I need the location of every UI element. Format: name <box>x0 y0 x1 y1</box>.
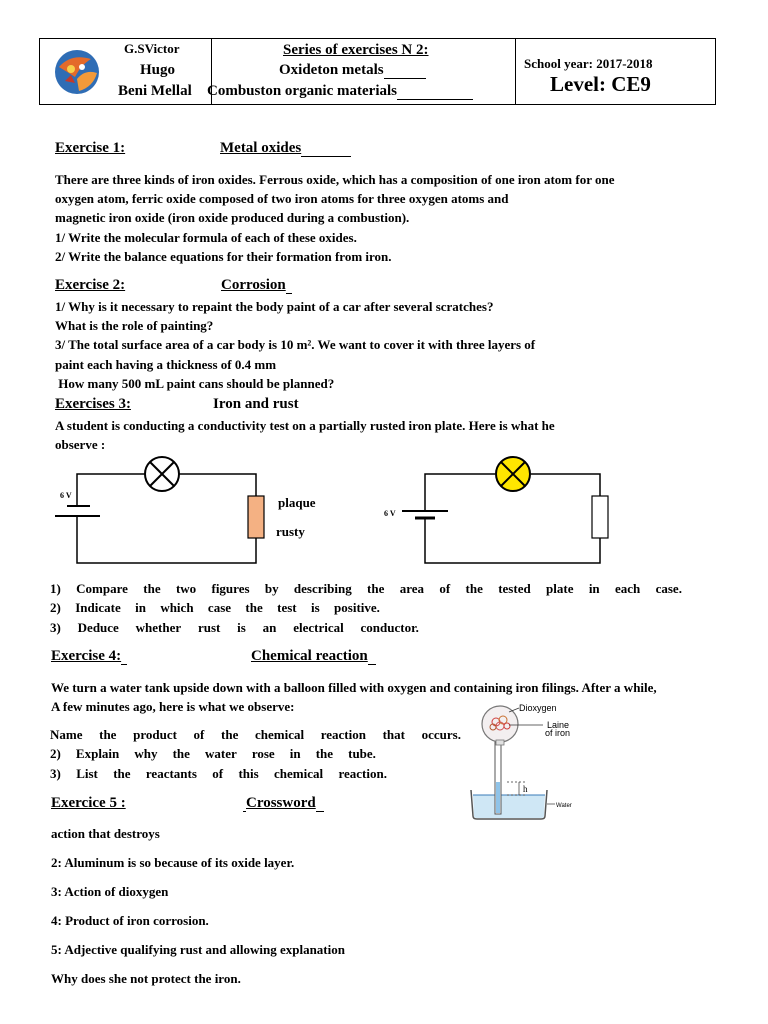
topic-1-text: Oxideton metals <box>279 62 384 78</box>
ex4-line: We turn a water tank upside down with a balloon filled with oxygen and containing iron filings. After a while, <box>51 680 657 695</box>
lamp-icon <box>145 457 179 491</box>
word: plate <box>546 581 574 596</box>
word: of <box>439 581 451 596</box>
word: Name <box>50 727 83 742</box>
word: two <box>175 581 197 596</box>
ex1-heading <box>55 140 131 157</box>
word: Deduce <box>77 620 119 635</box>
word: electrical <box>293 620 344 635</box>
ex1-line: magnetic iron oxide (iron oxide produced during a combustion). <box>55 210 410 225</box>
iron-plate-resistor <box>592 496 608 538</box>
header-divider <box>515 39 516 104</box>
crossword-clue: 3: Action of dioxygen <box>51 884 169 899</box>
school-name: G.SVictor <box>124 41 180 56</box>
series-title: Series of exercises N 2: <box>283 42 429 58</box>
ex3-intro: observe : <box>55 437 106 452</box>
figure-label-iron: of iron <box>545 728 571 738</box>
word: tested <box>498 581 531 596</box>
word: that <box>382 727 405 742</box>
word: an <box>262 620 277 635</box>
ex5-label: Exercice 5 : <box>51 795 126 811</box>
word: the <box>99 727 117 742</box>
word: each <box>614 581 641 596</box>
ex1-line: 1/ Write the molecular formula of each of these oxides. <box>55 230 357 245</box>
circuit-figure-2 <box>380 452 620 572</box>
word: describing <box>293 581 352 596</box>
word: reaction. <box>338 766 387 781</box>
word: of <box>212 766 224 781</box>
ex4-label: Exercise 4: <box>51 648 122 664</box>
experiment-figure <box>463 698 588 822</box>
ex2-line: 3/ The total surface area of a car body is 10 m². We want to cover it with three layers of <box>55 337 536 352</box>
word: the <box>172 746 190 761</box>
ex2-line: 1/ Why is it necessary to repaint the body paint of a car after several scratches? <box>55 299 494 314</box>
word: the <box>465 581 483 596</box>
school-logo <box>51 47 103 97</box>
word: List <box>76 766 98 781</box>
crossword-clue: 4: Product of iron corrosion. <box>51 913 209 928</box>
word: in <box>289 746 301 761</box>
ex2-heading <box>55 277 125 294</box>
word: the <box>143 581 161 596</box>
ex4-heading <box>51 648 127 665</box>
ex4-question-2 <box>50 746 376 762</box>
word: 1) <box>50 581 61 596</box>
word: chemical <box>274 766 324 781</box>
battery-icon <box>55 497 100 520</box>
ex2-line: How many 500 mL paint cans should be planned? <box>55 376 335 391</box>
word: 3) <box>50 620 61 635</box>
school-year: School year: 2017-2018 <box>524 56 653 71</box>
ex5-title-text: Crossword <box>246 795 316 811</box>
ex2-line: paint each having a thickness of 0.4 mm <box>55 357 277 372</box>
topic-1 <box>279 62 426 79</box>
word: reaction <box>320 727 366 742</box>
voltage-label: 6 V <box>384 509 396 518</box>
word: the <box>367 581 385 596</box>
word: is <box>311 600 320 615</box>
word: the <box>315 746 334 761</box>
word: reactants <box>145 766 197 781</box>
word: tube. <box>348 746 376 761</box>
ex2-title <box>221 277 292 294</box>
word: in <box>588 581 600 596</box>
ex3-question-3 <box>50 620 419 636</box>
ex2-title-text: Corrosion <box>221 277 286 293</box>
ex3-question-2 <box>50 600 380 616</box>
ex3-label: Exercises 3: <box>55 396 131 412</box>
word: positive. <box>334 600 380 615</box>
ex4-title <box>251 648 376 665</box>
word: 2) <box>50 600 61 615</box>
rusty-plate-resistor <box>248 496 264 538</box>
ex1-line: oxygen atom, ferric oxide composed of two iron atoms for three oxygen atoms and <box>55 191 509 206</box>
crossword-clue: Why does she not protect the iron. <box>51 971 241 986</box>
figure-label-laine: Laine <box>547 720 570 730</box>
topic-2 <box>207 83 473 100</box>
word: Compare <box>76 581 128 596</box>
ex3-intro: A student is conducting a conductivity test on a partially rusted iron plate. Here is what he <box>55 418 555 433</box>
ex1-title <box>220 140 351 157</box>
school-line2: Hugo <box>140 62 176 78</box>
ex3-heading <box>55 396 131 413</box>
ex1-title-text: Metal oxides <box>220 140 302 156</box>
word: why <box>134 746 158 761</box>
battery-icon <box>402 502 448 520</box>
figure-label-h: h <box>523 784 528 794</box>
figure-label-dioxygen: Dioxygen <box>519 703 557 713</box>
word: chemical <box>254 727 305 742</box>
word: water <box>204 746 237 761</box>
ex2-line: What is the role of painting? <box>55 318 214 333</box>
word: 3) <box>50 766 61 781</box>
word: Indicate <box>75 600 121 615</box>
ex1-line: There are three kinds of iron oxides. Ferrous oxide, which has a composition of one iron atom for one <box>55 172 615 187</box>
ex5-title <box>243 795 324 812</box>
figure-label-water: Water <box>556 803 572 809</box>
ex2-label: Exercise 2: <box>55 277 126 293</box>
word: case. <box>655 581 682 596</box>
ex4-question-1 <box>50 727 461 743</box>
ex5-heading <box>51 795 126 812</box>
ex3-title: Iron and rust <box>213 396 299 412</box>
circuit-figure-1 <box>50 452 290 572</box>
city: Beni Mellal <box>118 83 192 99</box>
word: test <box>277 600 297 615</box>
topic-2-text: Combuston organic materials <box>207 83 397 99</box>
word: rust <box>197 620 221 635</box>
ex4-line: A few minutes ago, here is what we observe: <box>51 699 295 714</box>
fig1-label-plaque: plaque <box>278 495 316 510</box>
word: the <box>221 727 239 742</box>
word: which <box>160 600 194 615</box>
word: rose <box>251 746 275 761</box>
ex1-label: Exercise 1: <box>55 140 126 156</box>
word: occurs. <box>421 727 461 742</box>
word: of <box>193 727 205 742</box>
word: conductor. <box>360 620 419 635</box>
crossword-clue: 5: Adjective qualifying rust and allowing explanation <box>51 942 345 957</box>
crossword-clue: 2: Aluminum is so because of its oxide layer. <box>51 855 295 870</box>
word: 2) <box>50 746 61 761</box>
word: by <box>264 581 279 596</box>
crossword-clue: action that destroys <box>51 826 160 841</box>
ex1-line: 2/ Write the balance equations for their formation from iron. <box>55 249 392 264</box>
word: Explain <box>75 746 120 761</box>
word: is <box>237 620 246 635</box>
level: Level: CE9 <box>550 72 651 96</box>
lit-lamp-icon <box>496 457 530 491</box>
word: the <box>113 766 131 781</box>
word: figures <box>211 581 250 596</box>
word: product <box>133 727 177 742</box>
word: case <box>207 600 232 615</box>
voltage-label: 6 V <box>60 491 72 500</box>
ex3-question-1 <box>50 581 682 597</box>
word: area <box>399 581 425 596</box>
fig1-label-rusty: rusty <box>276 524 305 539</box>
ex4-title-text: Chemical reaction <box>251 648 368 664</box>
word: whether <box>135 620 182 635</box>
word: the <box>245 600 263 615</box>
word: in <box>135 600 146 615</box>
word: this <box>238 766 259 781</box>
ex4-question-3 <box>50 766 387 782</box>
